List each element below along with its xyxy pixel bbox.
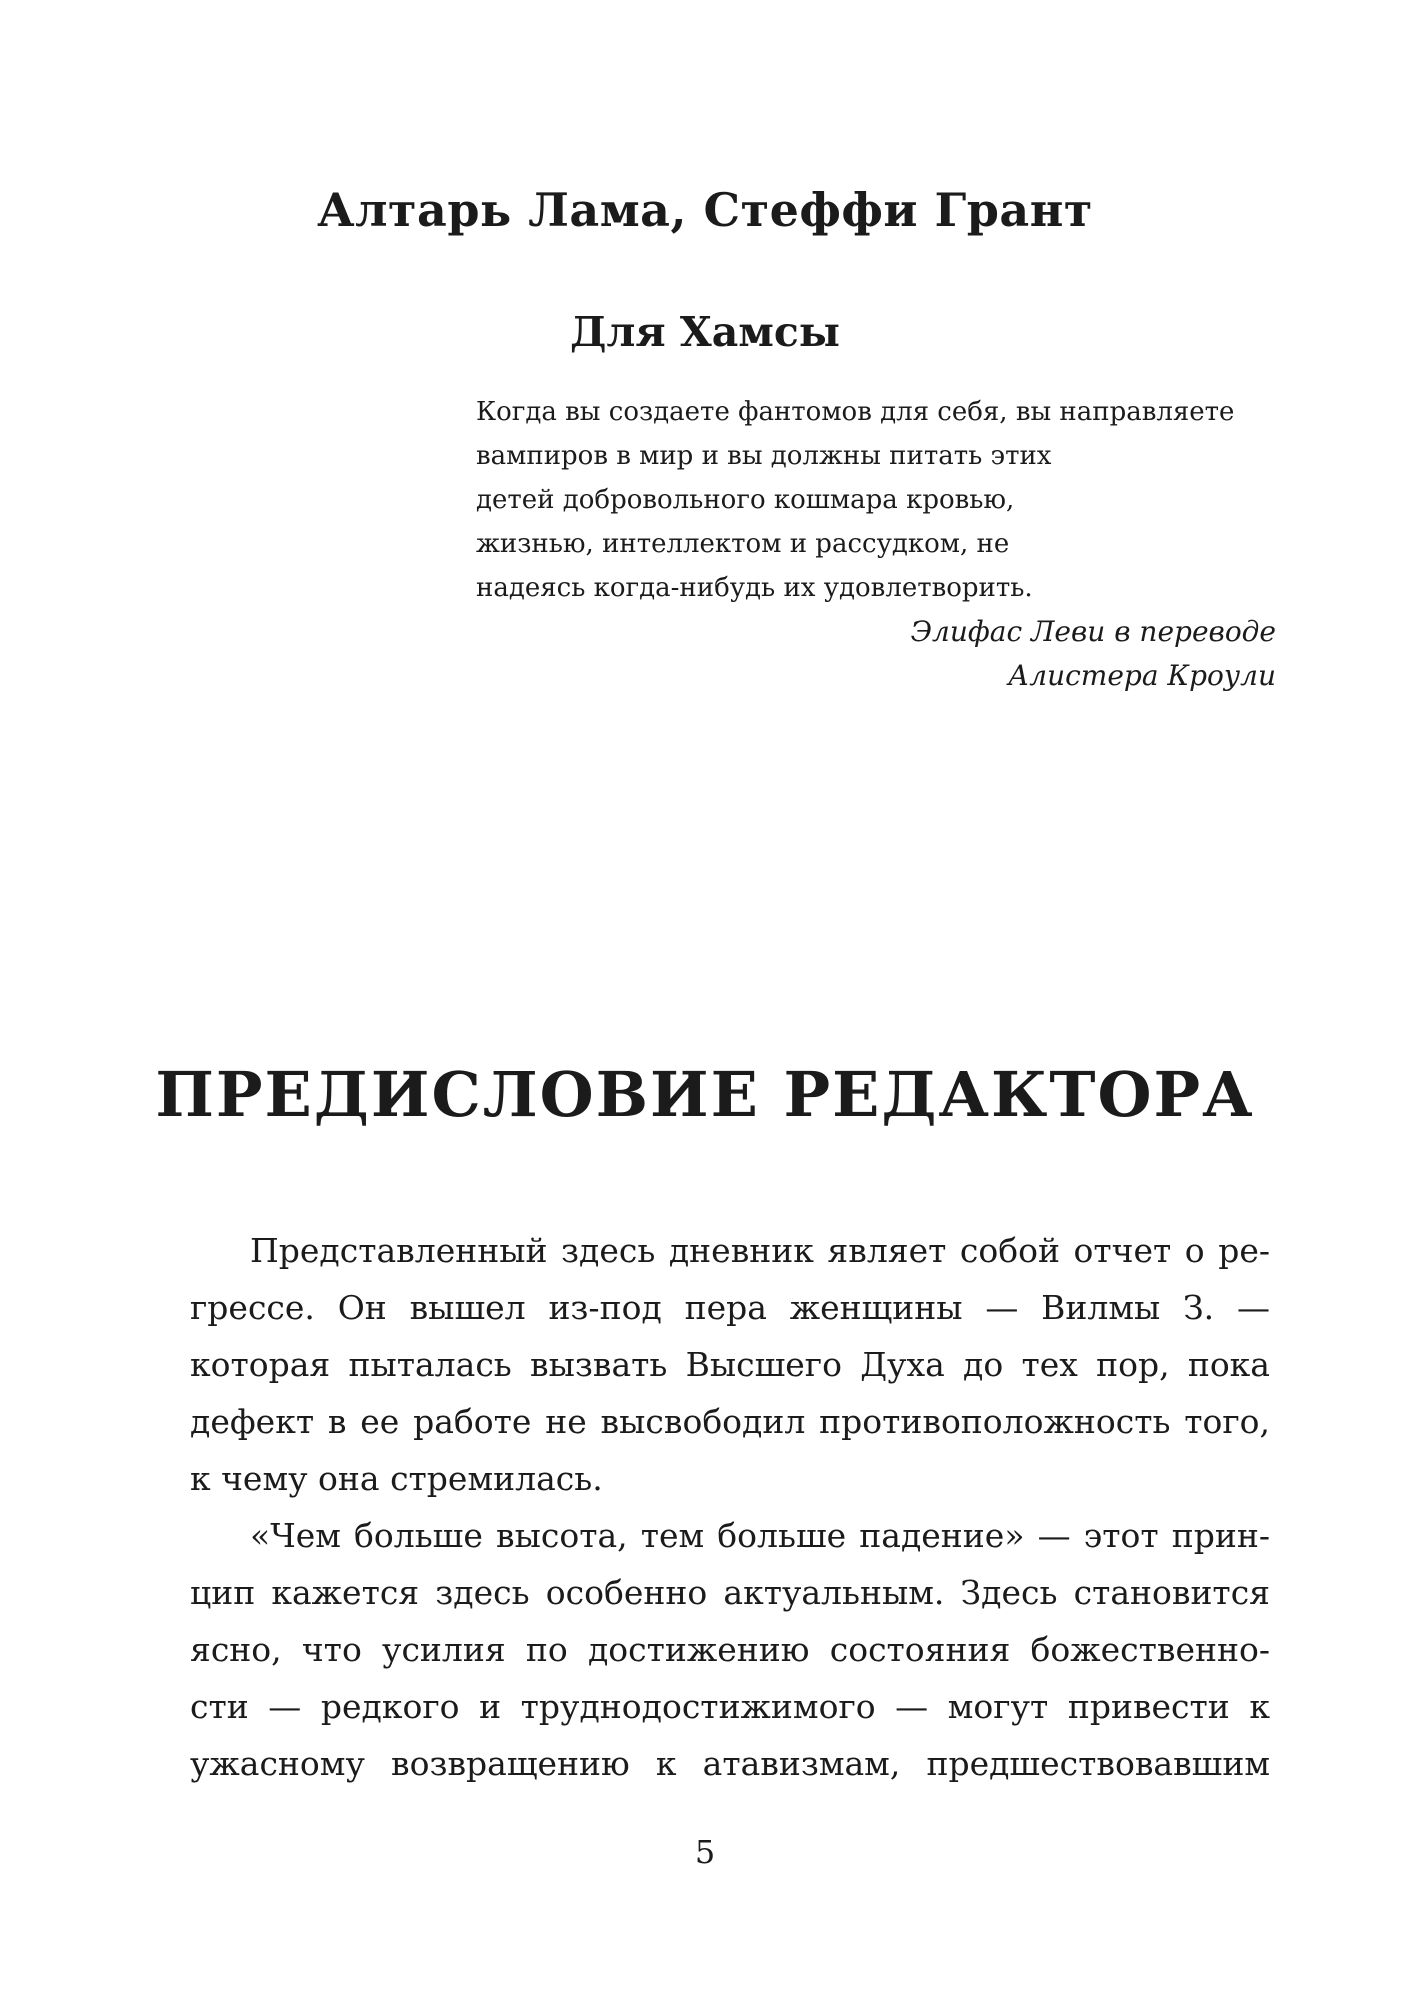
body-line: ужасному возвращению к атавизмам, предшествовавшим [190,1744,1270,1783]
page-number: 5 [694,1833,716,1871]
dedication: Для Хамсы [570,308,840,356]
chapter-title: ПРЕДИСЛОВИЕ РЕДАКТОРА [155,1058,1255,1131]
body-text [190,1222,1270,1792]
body-line: дефект в ее работе не высвободил противоположность того, [190,1402,1270,1441]
epigraph-line: надеясь когда-нибудь их удовлетворить. [476,573,1033,603]
body-line: цип кажется здесь особенно актуальным. Здесь становится [190,1573,1270,1612]
body-line: грессе. Он вышел из-под пера женщины — Вилмы З. — [190,1288,1270,1327]
epigraph-line: вампиров в мир и вы должны питать этих [476,441,1052,471]
epigraph-line: жизнью, интеллектом и рассудком, не [476,529,1010,559]
body-line: ясно, что усилия по достижению состояния божественно- [190,1630,1270,1669]
epigraph-line: детей добровольного кошмара кровью, [476,485,1015,515]
epigraph-attribution: Алистера Кроули [1008,659,1276,692]
body-line: «Чем больше высота, тем больше падение» — этот прин- [250,1516,1270,1555]
epigraph [476,390,1276,698]
epigraph-line: Когда вы создаете фантомов для себя, вы направляете [476,397,1235,427]
authors-heading: Алтарь Лама, Стеффи Грант [317,183,1093,237]
body-line: сти — редкого и труднодостижимого — могут привести к [190,1687,1270,1726]
epigraph-attribution: Элифас Леви в переводе [910,615,1276,648]
body-line: к чему она стремилась. [190,1459,603,1498]
body-line: которая пыталась вызвать Высшего Духа до тех пор, пока [190,1345,1270,1384]
body-line: Представленный здесь дневник являет собой отчет о ре- [250,1231,1270,1270]
